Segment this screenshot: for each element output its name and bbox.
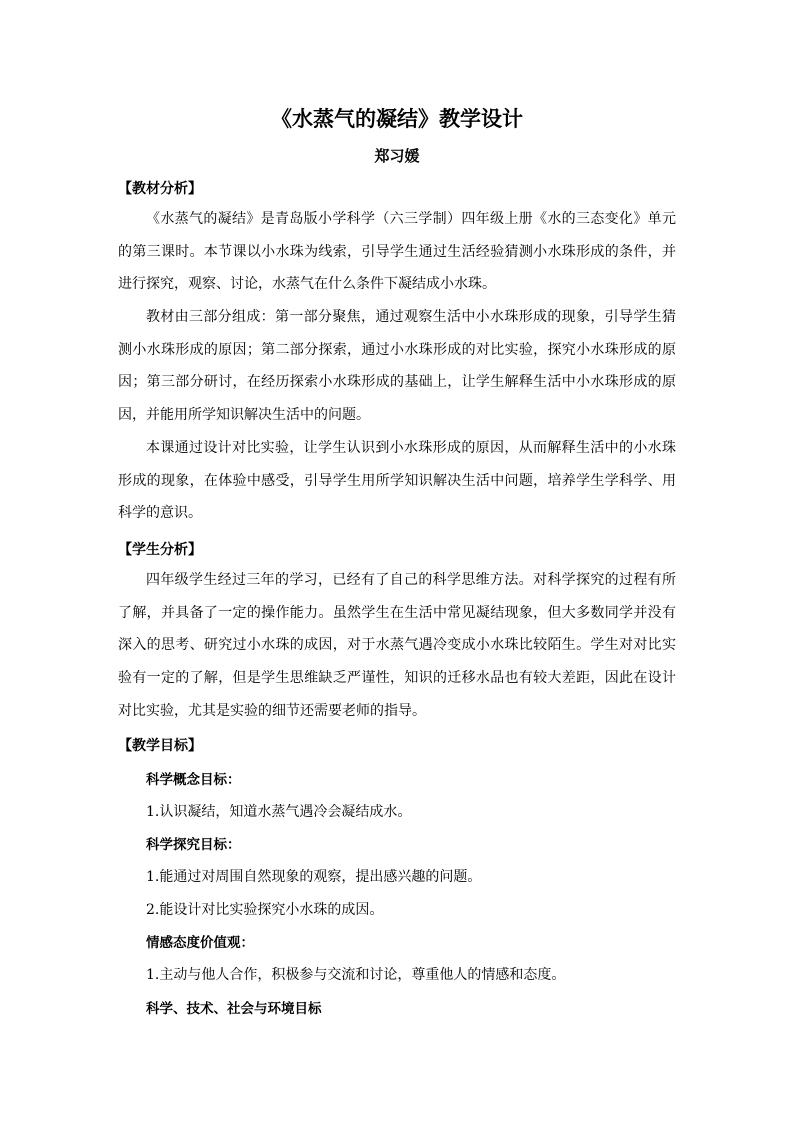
attitude-goals-title: 情感态度价值观： (146, 935, 254, 951)
paragraph: 四年级学生经过三年的学习，已经有了自己的科学思维方法。对科学探究的过程有所了解，并具备了一定的操作能力。虽然学生在生活中常见凝结现象，但大多数同学并没有深入的思考、研究过小水珠的成因，对于水蒸气遇冷变成小水珠比较陌生。学生对对比实验有一定的了解，但是学生思维缺乏严谨性，知识的迁移水品也有较大差距，因此在设计对比实验，尤其是实验的细节还需要老师的指导。 (118, 572, 676, 719)
list-item: 2.能设计对比实验探究小水珠的成因。 (146, 902, 384, 918)
inquiry-goals-title: 科学探究目标： (146, 837, 241, 853)
document-title: 《水蒸气的凝结》教学设计 (271, 107, 523, 131)
list-item: 1.能通过对周围自然现象的观察，提出感兴趣的问题。 (146, 869, 482, 885)
paragraph: 教材由三部分组成：第一部分聚焦，通过观察生活中小水珠形成的现象，引导学生猜测小水珠形成的原因；第二部分探索，通过小水珠形成的对比实验，探究小水珠形成的原因；第三部分研讨，在经历探索小水珠形成的基础上，让学生解释生活中小水珠形成的原因，并能用所学知识解决生活中的问题。 (118, 309, 676, 424)
concept-goals-title: 科学概念目标： (146, 772, 241, 788)
paragraph: 本课通过设计对比实验，让学生认识到小水珠形成的原因，从而解释生活中的小水珠形成的现象，在体验中感受，引导学生用所学知识解决生活中问题，培养学生学科学、用科学的意识。 (118, 440, 676, 522)
section-heading-student-analysis: 【学生分析】 (118, 542, 202, 558)
section-heading-teaching-goals: 【教学目标】 (118, 738, 202, 754)
author-name: 郑习媛 (374, 147, 420, 165)
list-item: 1.认识凝结，知道水蒸气遇冷会凝结成水。 (146, 804, 412, 820)
list-item: 1.主动与他人合作，积极参与交流和讨论，尊重他人的情感和态度。 (146, 967, 566, 983)
stse-goals-title: 科学、技术、社会与环境目标 (146, 1001, 322, 1017)
section-heading-material-analysis: 【教材分析】 (118, 181, 202, 197)
paragraph: 《水蒸气的凝结》是青岛版小学科学（六三学制）四年级上册《水的三态变化》单元的第三课时。本节课以小水珠为线索，引导学生通过生活经验猜测小水珠形成的条件，并进行探究，观察、讨论，水蒸气在什么条件下凝结成小水珠。 (118, 211, 676, 293)
